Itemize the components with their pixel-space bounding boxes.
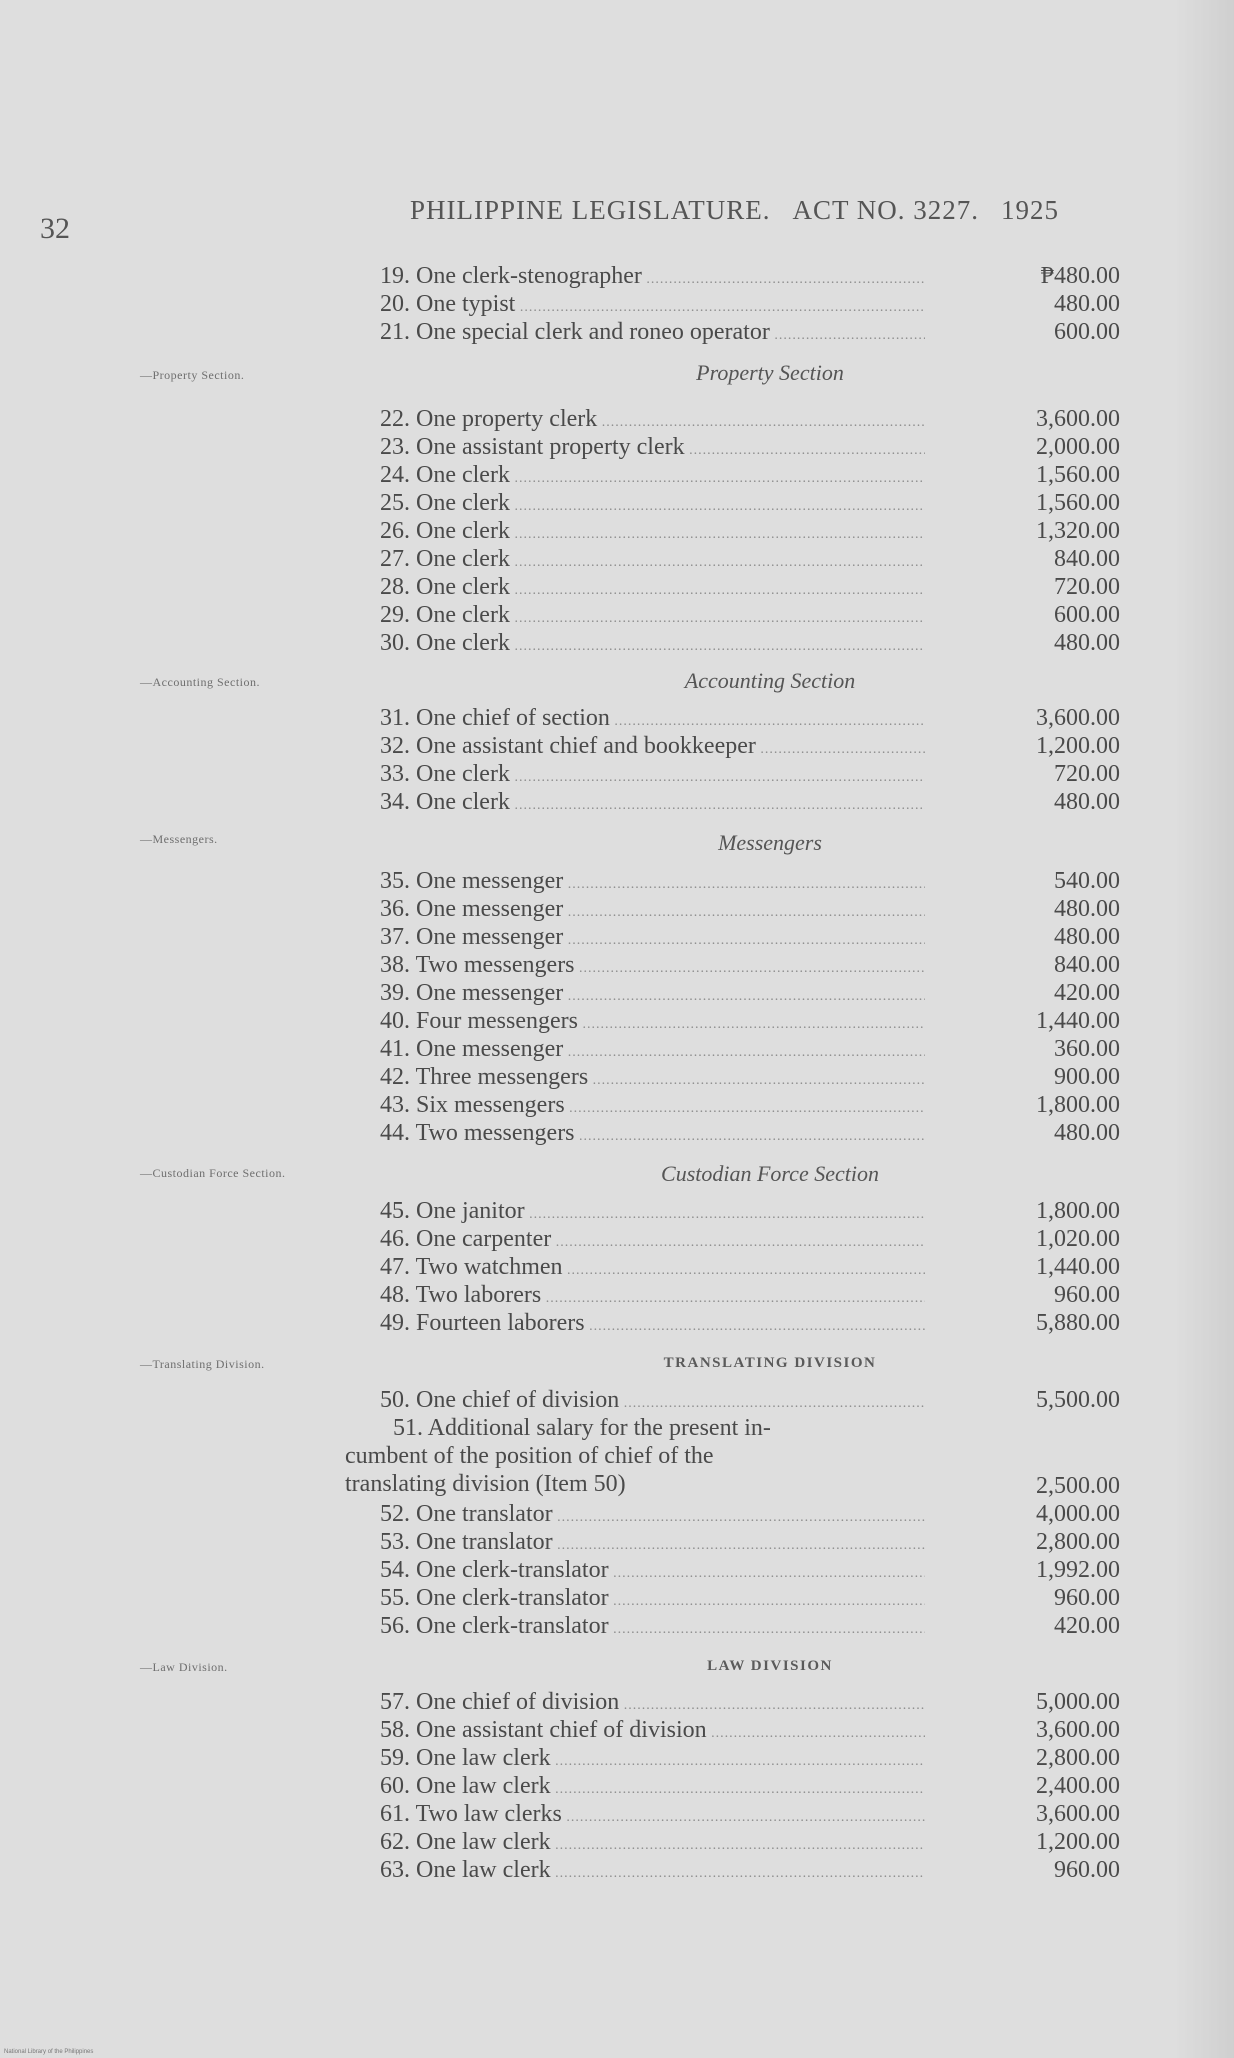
item-amount: 2,800.00 xyxy=(1036,1745,1120,1771)
item-label: 30. One clerk ..... xyxy=(380,629,925,661)
appropriation-row xyxy=(380,489,1120,517)
appropriation-row xyxy=(380,979,1120,1007)
appropriation-row xyxy=(380,1856,1120,1884)
appropriation-row xyxy=(380,601,1120,629)
item-amount: 1,440.00 xyxy=(1036,1254,1120,1280)
item-51-paragraph xyxy=(345,1414,930,1498)
item-label: 20. One typist ..... xyxy=(380,290,925,322)
item-label: 42. Three messengers ..... xyxy=(380,1063,925,1095)
appropriation-row xyxy=(380,1556,1120,1584)
item-amount: 2,800.00 xyxy=(1036,1529,1120,1555)
appropriation-row xyxy=(380,895,1120,923)
appropriation-row xyxy=(380,788,1120,816)
item-label: 21. One special clerk and roneo operator ..... xyxy=(380,318,925,350)
item-label: 60. One law clerk ..... xyxy=(380,1772,925,1804)
heading-messengers: Messengers xyxy=(718,830,822,855)
header-legislature: PHILIPPINE LEGISLATURE. xyxy=(410,195,771,225)
item-51-line: cumbent of the position of chief of the xyxy=(345,1443,714,1469)
item-amount: 1,200.00 xyxy=(1036,1829,1120,1855)
item-label: 34. One clerk ..... xyxy=(380,788,925,820)
item-amount: 360.00 xyxy=(1054,1036,1120,1062)
sidenote-translating-division: —Translating Division. xyxy=(140,1357,265,1371)
item-label: 37. One messenger ..... xyxy=(380,923,925,955)
item-label: 47. Two watchmen ..... xyxy=(380,1253,925,1285)
item-label: 46. One carpenter ..... xyxy=(380,1225,925,1257)
item-amount: 1,440.00 xyxy=(1036,1008,1120,1034)
appropriation-row xyxy=(380,1309,1120,1337)
item-label: 61. Two law clerks ..... xyxy=(380,1800,925,1832)
item-amount: 3,600.00 xyxy=(1036,1801,1120,1827)
appropriation-row xyxy=(380,923,1120,951)
appropriation-row xyxy=(380,1119,1120,1147)
appropriation-row xyxy=(380,1091,1120,1119)
sidenote-law-division: —Law Division. xyxy=(140,1660,228,1674)
item-amount: 5,000.00 xyxy=(1036,1689,1120,1715)
appropriation-row xyxy=(380,262,1120,290)
appropriation-row xyxy=(380,1688,1120,1716)
item-label: 27. One clerk ..... xyxy=(380,545,925,577)
footer-credit: National Library of the Philippines xyxy=(4,2049,94,2055)
appropriation-row xyxy=(380,1197,1120,1225)
item-51-line: 51. Additional salary for the present in- xyxy=(393,1415,771,1441)
appropriation-row xyxy=(380,732,1120,760)
header-year: 1925 xyxy=(1001,195,1060,225)
page-edge-shadow xyxy=(1174,0,1234,2058)
item-51-amount: 2,500.00 xyxy=(1036,1473,1120,1499)
appropriation-row xyxy=(380,405,1120,433)
item-label: 22. One property clerk ..... xyxy=(380,405,925,437)
item-label: 40. Four messengers ..... xyxy=(380,1007,925,1039)
item-label: 28. One clerk ..... xyxy=(380,573,925,605)
appropriation-row xyxy=(380,704,1120,732)
item-amount: 600.00 xyxy=(1054,602,1120,628)
header-act: ACT NO. 3227. xyxy=(792,195,980,225)
item-label: 62. One law clerk ..... xyxy=(380,1828,925,1860)
item-label: 43. Six messengers ..... xyxy=(380,1091,925,1123)
item-amount: 480.00 xyxy=(1054,630,1120,656)
item-amount: 960.00 xyxy=(1054,1857,1120,1883)
item-amount: 840.00 xyxy=(1054,952,1120,978)
appropriation-row xyxy=(380,433,1120,461)
item-amount: 1,020.00 xyxy=(1036,1226,1120,1252)
sidenote-custodian-force-section: —Custodian Force Section. xyxy=(140,1166,286,1180)
page-number: 32 xyxy=(40,212,70,245)
item-amount: 5,500.00 xyxy=(1036,1387,1120,1413)
appropriation-row xyxy=(380,1281,1120,1309)
item-label: 45. One janitor ..... xyxy=(380,1197,925,1229)
item-label: 19. One clerk-stenographer ..... xyxy=(380,262,925,294)
item-amount: 900.00 xyxy=(1054,1064,1120,1090)
appropriation-row xyxy=(380,1035,1120,1063)
item-amount: 2,400.00 xyxy=(1036,1773,1120,1799)
running-header xyxy=(410,195,1059,226)
item-label: 52. One translator ..... xyxy=(380,1500,925,1532)
appropriation-row xyxy=(380,1253,1120,1281)
item-amount: 3,600.00 xyxy=(1036,705,1120,731)
heading-law-division: LAW DIVISION xyxy=(707,1658,833,1674)
item-amount: 720.00 xyxy=(1054,574,1120,600)
item-label: 33. One clerk ..... xyxy=(380,760,925,792)
heading-translating-division: TRANSLATING DIVISION xyxy=(663,1355,877,1371)
item-label: 55. One clerk-translator ..... xyxy=(380,1584,925,1616)
item-amount: 1,320.00 xyxy=(1036,518,1120,544)
item-amount: 480.00 xyxy=(1054,1120,1120,1146)
item-label: 35. One messenger ..... xyxy=(380,867,925,899)
item-label: 53. One translator ..... xyxy=(380,1528,925,1560)
item-label: 56. One clerk-translator ..... xyxy=(380,1612,925,1644)
item-amount: 420.00 xyxy=(1054,980,1120,1006)
item-label: 54. One clerk-translator ..... xyxy=(380,1556,925,1588)
item-label: 23. One assistant property clerk ..... xyxy=(380,433,925,465)
item-amount: 480.00 xyxy=(1054,924,1120,950)
item-label: 38. Two messengers ..... xyxy=(380,951,925,983)
item-amount: 600.00 xyxy=(1054,319,1120,345)
heading-accounting-section: Accounting Section xyxy=(684,668,856,693)
appropriation-row xyxy=(380,318,1120,346)
appropriation-row xyxy=(380,1612,1120,1640)
item-label: 41. One messenger ..... xyxy=(380,1035,925,1067)
item-amount: 420.00 xyxy=(1054,1613,1120,1639)
item-amount: 480.00 xyxy=(1054,896,1120,922)
item-label: 50. One chief of division ..... xyxy=(380,1386,925,1418)
item-amount: 1,200.00 xyxy=(1036,733,1120,759)
item-51-line: translating division (Item 50) xyxy=(345,1471,626,1497)
heading-property-section: Property Section xyxy=(696,360,844,385)
item-amount: 5,880.00 xyxy=(1036,1310,1120,1336)
item-amount: 1,992.00 xyxy=(1036,1557,1120,1583)
item-label: 29. One clerk ..... xyxy=(380,601,925,633)
appropriation-row xyxy=(380,1800,1120,1828)
appropriation-row xyxy=(380,1007,1120,1035)
item-label: 57. One chief of division ..... xyxy=(380,1688,925,1720)
item-label: 49. Fourteen laborers ..... xyxy=(380,1309,925,1341)
item-amount: ₱480.00 xyxy=(1040,263,1120,289)
item-label: 32. One assistant chief and bookkeeper ..... xyxy=(380,732,925,764)
item-label: 36. One messenger ..... xyxy=(380,895,925,927)
item-amount: 1,800.00 xyxy=(1036,1092,1120,1118)
item-label: 31. One chief of section ..... xyxy=(380,704,925,736)
appropriation-row xyxy=(380,867,1120,895)
appropriation-row xyxy=(380,290,1120,318)
item-amount: 1,560.00 xyxy=(1036,490,1120,516)
item-amount: 1,560.00 xyxy=(1036,462,1120,488)
item-label: 63. One law clerk ..... xyxy=(380,1856,925,1888)
item-label: 26. One clerk ..... xyxy=(380,517,925,549)
item-amount: 960.00 xyxy=(1054,1282,1120,1308)
item-label: 58. One assistant chief of division ..... xyxy=(380,1716,925,1748)
appropriation-row xyxy=(380,517,1120,545)
sidenote-accounting-section: —Accounting Section. xyxy=(140,675,260,689)
item-label: 44. Two messengers ..... xyxy=(380,1119,925,1151)
item-amount: 1,800.00 xyxy=(1036,1198,1120,1224)
item-label: 39. One messenger ..... xyxy=(380,979,925,1011)
item-amount: 480.00 xyxy=(1054,291,1120,317)
appropriation-row xyxy=(380,545,1120,573)
appropriation-row xyxy=(380,1772,1120,1800)
item-amount: 480.00 xyxy=(1054,789,1120,815)
item-amount: 720.00 xyxy=(1054,761,1120,787)
appropriation-row xyxy=(380,461,1120,489)
appropriation-row xyxy=(380,1528,1120,1556)
appropriation-row xyxy=(380,951,1120,979)
appropriation-row xyxy=(380,1063,1120,1091)
item-amount: 3,600.00 xyxy=(1036,406,1120,432)
item-amount: 2,000.00 xyxy=(1036,434,1120,460)
sidenote-messengers: —Messengers. xyxy=(140,832,218,846)
sidenote-property-section: —Property Section. xyxy=(140,368,245,382)
appropriation-row xyxy=(380,1500,1120,1528)
appropriation-row xyxy=(380,1386,1120,1414)
appropriation-row xyxy=(380,1828,1120,1856)
item-label: 59. One law clerk ..... xyxy=(380,1744,925,1776)
appropriation-row xyxy=(380,1744,1120,1772)
item-label: 24. One clerk ..... xyxy=(380,461,925,493)
item-amount: 840.00 xyxy=(1054,546,1120,572)
item-amount: 3,600.00 xyxy=(1036,1717,1120,1743)
item-label: 48. Two laborers ..... xyxy=(380,1281,925,1313)
appropriation-row xyxy=(380,1584,1120,1612)
appropriation-row xyxy=(380,760,1120,788)
appropriation-row xyxy=(380,1225,1120,1253)
appropriation-row xyxy=(380,629,1120,657)
appropriation-row xyxy=(380,573,1120,601)
item-amount: 960.00 xyxy=(1054,1585,1120,1611)
heading-custodian-force-section: Custodian Force Section xyxy=(661,1161,879,1186)
item-amount: 540.00 xyxy=(1054,868,1120,894)
appropriation-row xyxy=(380,1716,1120,1744)
item-amount: 4,000.00 xyxy=(1036,1501,1120,1527)
item-label: 25. One clerk ..... xyxy=(380,489,925,521)
